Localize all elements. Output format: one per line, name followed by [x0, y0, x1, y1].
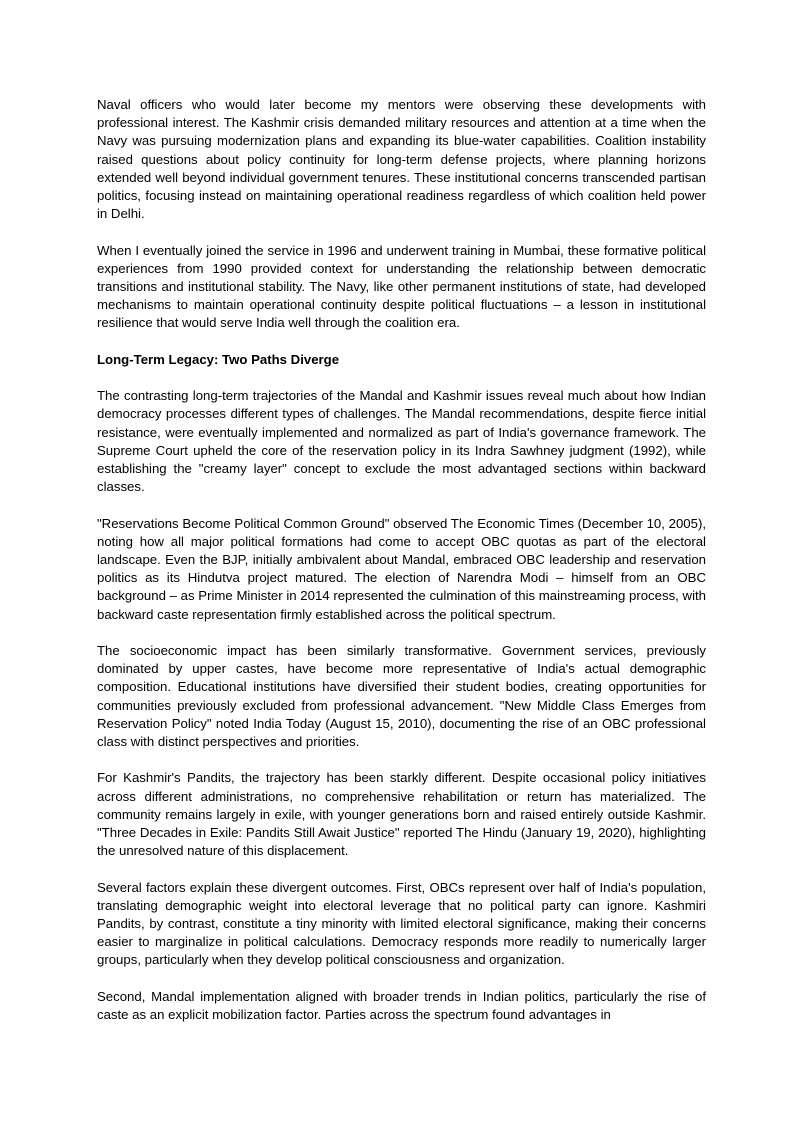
paragraph-divergent-factors: Several factors explain these divergent outcomes. First, OBCs represent over half of India's population, translating demographic weight into electoral leverage that no political party can ignore. Kashmiri Pandits, by contrast, constitute a tiny minority with limited electoral significance, making their concerns easier to marginalize in political calculations. Democracy responds more readily to numerically larger groups, particularly when they develop political consciousness and organization.	[97, 879, 706, 968]
paragraph-mandal-implementation: Second, Mandal implementation aligned with broader trends in Indian politics, particularly the rise of caste as an explicit mobilization factor. Parties across the spectrum found advantages in	[97, 988, 706, 1023]
paragraph-naval-mentors: Naval officers who would later become my mentors were observing these developments with professional interest. The Kashmir crisis demanded military resources and attention at a time when the Navy was pursuing modernization plans and expanding its blue-water capabilities. Coalition instability raised questions about policy continuity for long-term defense projects, where planning horizons extended well beyond individual government tenures. These institutional concerns transcended partisan politics, focusing instead on maintaining operational readiness regardless of which coalition held power in Delhi.	[97, 97, 706, 222]
paragraph-kashmir-pandits: For Kashmir's Pandits, the trajectory has been starkly different. Despite occasional policy initiatives across different administrations, no comprehensive rehabilitation or return has materialized. The community remains largely in exile, with younger generations born and raised entirely outside Kashmir. "Three Decades in Exile: Pandits Still Await Justice" reported The Hindu (January 19, 2020), highlighting the unresolved nature of this displacement.	[97, 770, 706, 859]
document-page	[97, 96, 706, 1042]
section-heading: Long-Term Legacy: Two Paths Diverge	[97, 351, 340, 367]
paragraph-joined-service: When I eventually joined the service in 1996 and underwent training in Mumbai, these formative political experiences from 1990 provided context for understanding the relationship between democratic transitions and institutional stability. The Navy, like other permanent institutions of state, had developed mechanisms to maintain operational continuity despite political fluctuations – a lesson in institutional resilience that would serve India well through the coalition era.	[97, 242, 706, 331]
paragraph-socioeconomic-impact: The socioeconomic impact has been similarly transformative. Government services, previously dominated by upper castes, have become more representative of India's actual demographic composition. Educational institutions have diversified their student bodies, creating opportunities for communities previously excluded from professional advancement. "New Middle Class Emerges from Reservation Policy" noted India Today (August 15, 2010), documenting the rise of an OBC professional class with distinct perspectives and priorities.	[97, 643, 706, 750]
paragraph-contrasting-trajectories: The contrasting long-term trajectories of the Mandal and Kashmir issues reveal much about how Indian democracy processes different types of challenges. The Mandal recommendations, despite fierce initial resistance, were eventually implemented and normalized as part of India's governance framework. The Supreme Court upheld the core of the reservation policy in its Indra Sawhney judgment (1992), while establishing the "creamy layer" concept to exclude the most advantaged sections within backward classes.	[97, 388, 706, 495]
paragraph-political-common-ground: "Reservations Become Political Common Ground" observed The Economic Times (December 10, 2005), noting how all major political formations had come to accept OBC quotas as part of the electoral landscape. Even the BJP, initially ambivalent about Mandal, embraced OBC leadership and reservation politics as its Hindutva project matured. The election of Narendra Modi – himself from an OBC background – as Prime Minister in 2014 represented the culmination of this mainstreaming process, with backward caste representation firmly established across the political spectrum.	[97, 515, 706, 622]
